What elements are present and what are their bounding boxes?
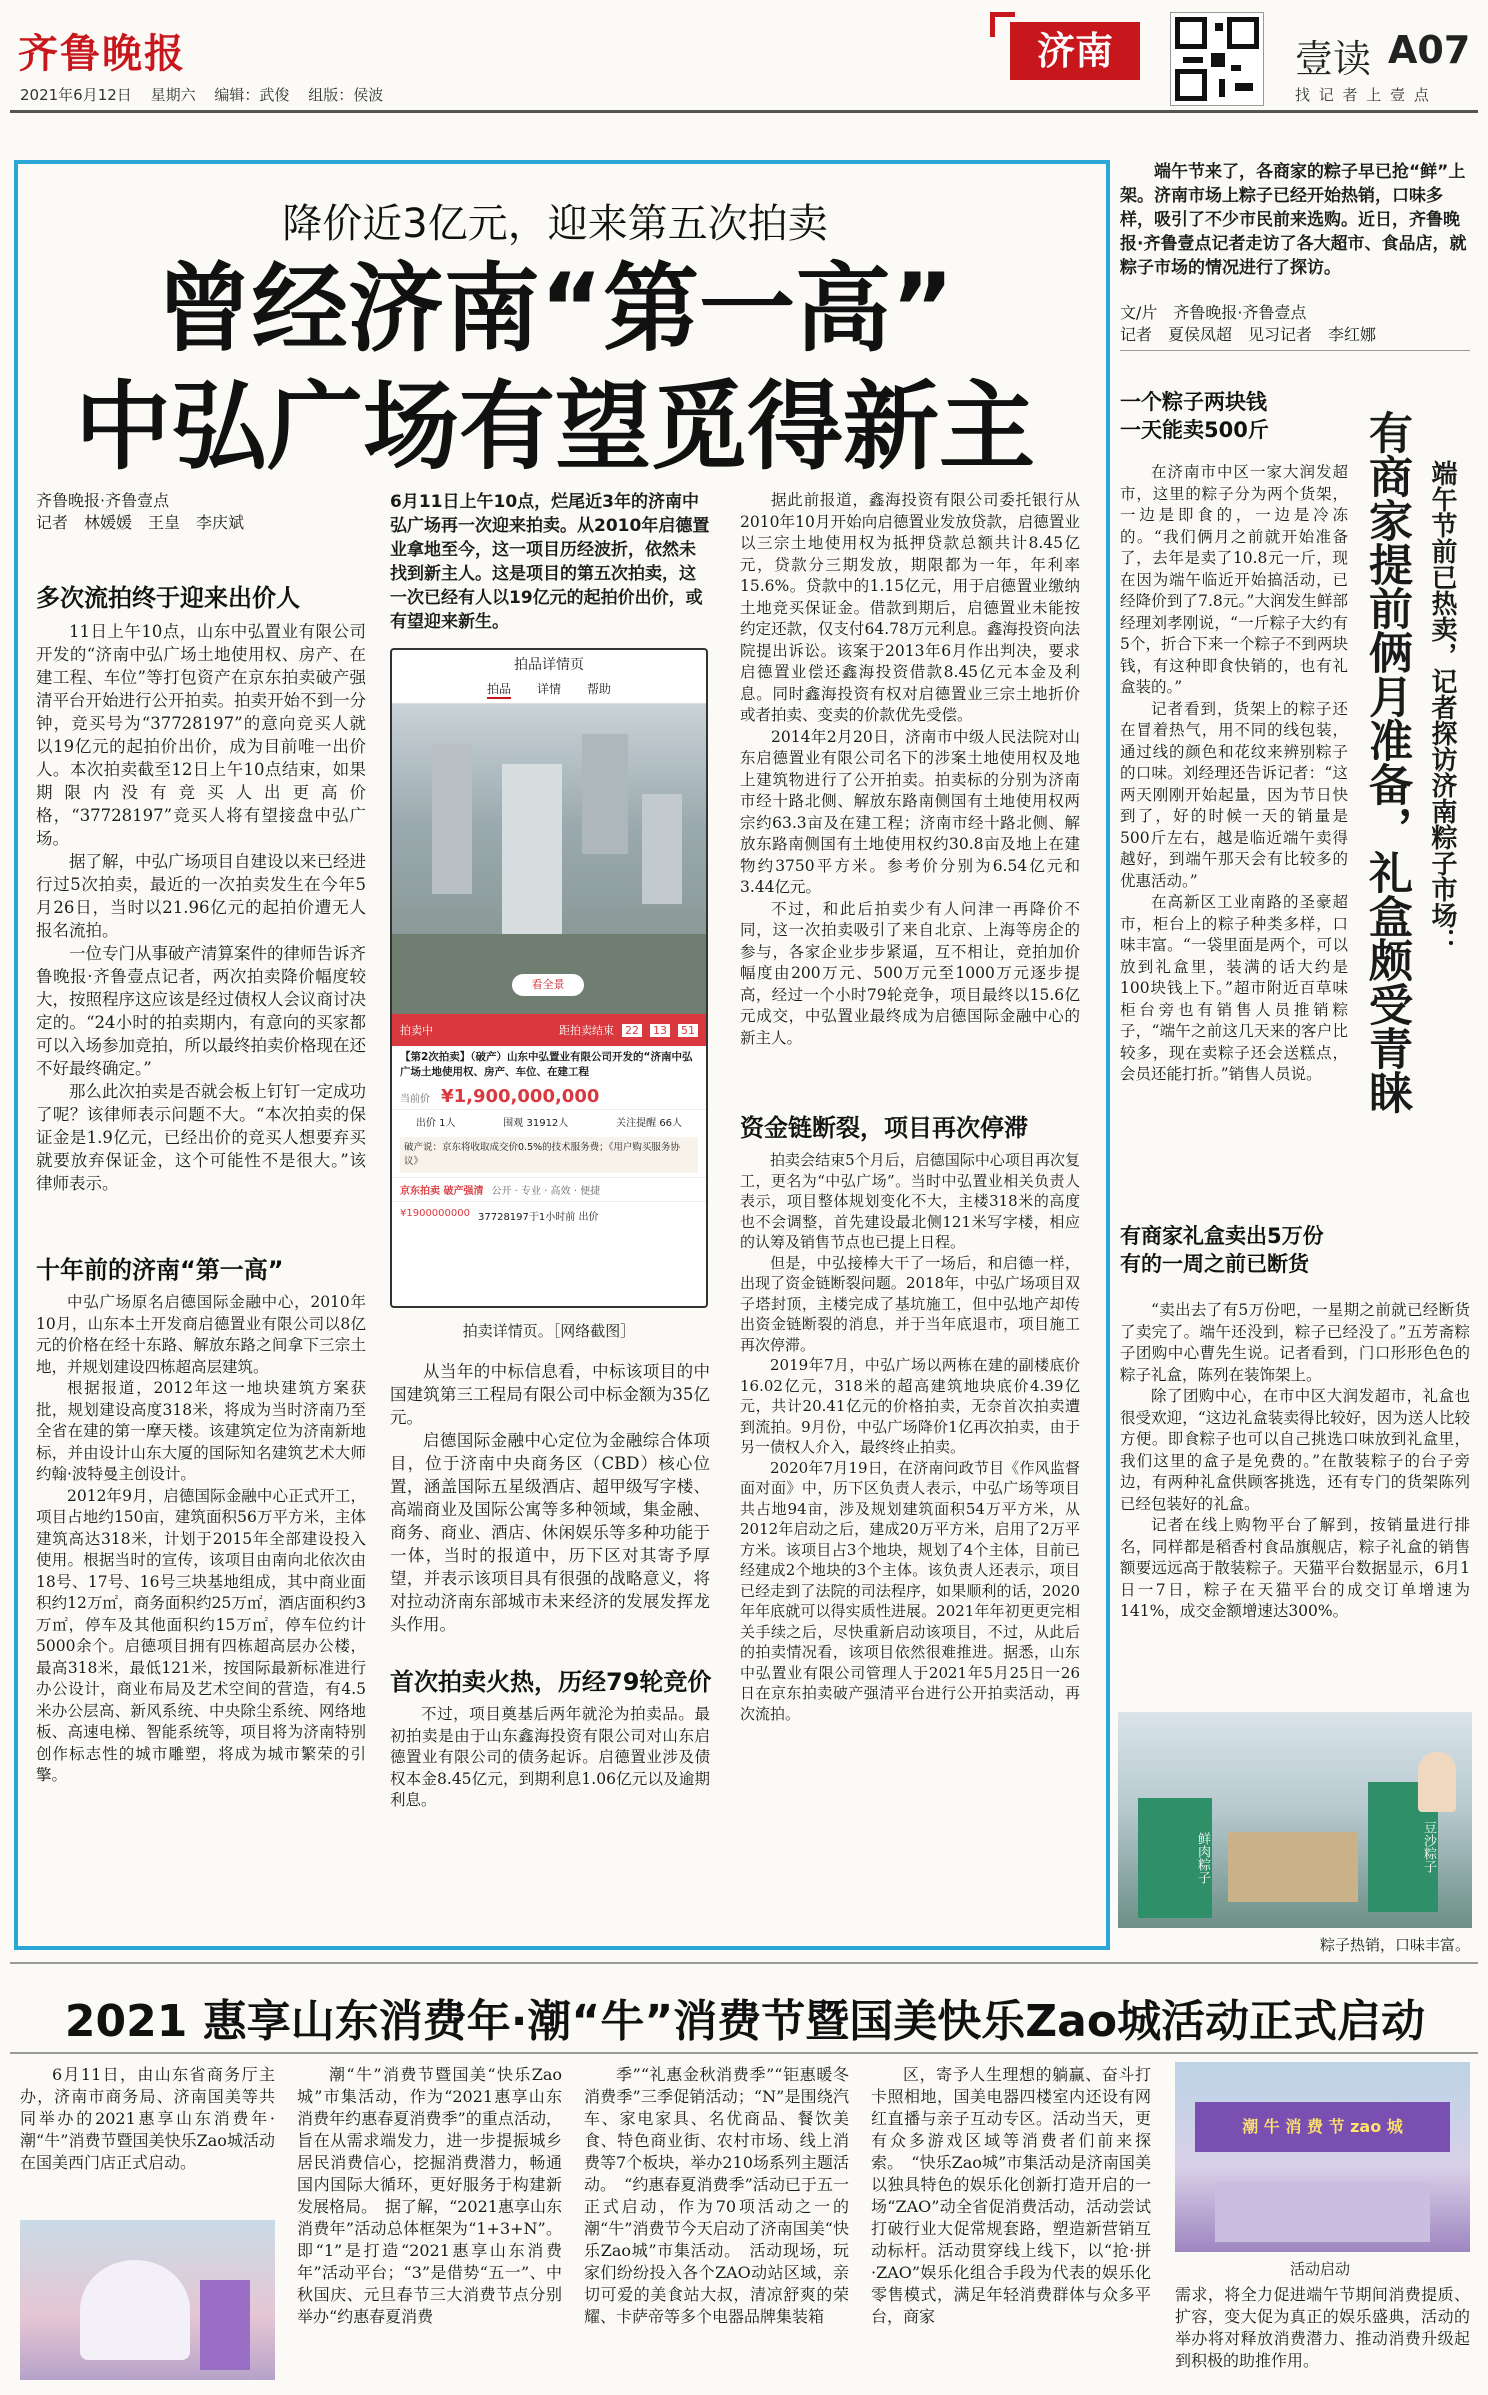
brand-tags: 公开 · 专业 · 高效 · 便捷 [491,1186,601,1197]
tab-detail[interactable]: 详情 [536,682,561,696]
bottom-divider [10,1962,1478,1964]
dateline [20,84,397,105]
stat-bids [416,1114,456,1129]
bottom-col-3 [584,2064,849,2328]
event-photo-right [1175,2062,1470,2252]
zongzi-photo [1118,1712,1472,1928]
page-number: A07 [1388,28,1471,72]
main-headline [0,250,1110,486]
issue-date: 2021年6月12日 [20,86,132,104]
paper-logo: 齐鲁晚报 [18,30,186,77]
paragraph: 根据报道，2012年这一地块建筑方案获批，规划建设高度318米，将成为当时济南乃至全省在建的第一摩天楼。该建筑定位为济南新地标，并由设计山东大厦的国际知名建筑艺术大师约翰·波特曼主创设计。 [36,1379,366,1483]
status-label: 拍卖中 [400,1024,433,1037]
main-kicker: 降价近3亿元，迎来第五次拍卖 [282,201,828,247]
current-price: ¥1,900,000,000 [441,1086,600,1107]
section-name: 壹读 [1295,37,1372,81]
paragraph: 6月11日，由山东省商务厅主办，济南市商务局、济南国美等共同举办的2021惠享山东消费年·潮“牛”消费节暨国美快乐Zao城活动在国美西门店正式启动。 [20,2065,275,2172]
aerial-photo [392,704,706,1014]
zongzi-intro: 端午节来了，各商家的粽子早已抢“鲜”上架。济南市场上粽子已经开始热销，口味多样，吸引了不少市民前来选购。近日，齐鲁晚报·齐鲁壹点记者走访了各大超市、食品店，就粽子市场的情况进行了探访。 [1120,162,1467,278]
service-notice: 破产说：京东将收取成交价0.5%的技术服务费；《用户购买服务协议》 [400,1137,698,1173]
paragraph: 在高新区工业南路的圣豪超市，柜台上的粽子种类多样，口味丰富。“一袋里面是两个，可以放到礼盒里，装满的话大约是100块钱上下。”超市附近百草味柜台旁也有销售人员推销粽子，“端午之前这几天来的客户比较多，现在卖粽子还会送糕点，会员还能打折。”销售人员说。 [1120,893,1348,1083]
zongzi-byline-reporters: 记者 夏侯凤超 见习记者 李红娜 [1120,325,1377,344]
section3-body-a [390,1704,710,1812]
paragraph: 不过，和此后拍卖少有人问津一再降价不同，这一次拍卖吸引了来自北京、上海等房企的参与，各家企业步步紧逼，互不相让，竞拍加价幅度由200万元、500万元至1000万元逐步提高，经过一个小时79轮竞争，项目最终以15.6亿元成交，中弘置业最终成为启德国际金融中心的新主人。 [740,899,1080,1047]
subhead-line: 有商家礼盒卖出5万份 [1120,1224,1324,1248]
stat-value: 31912人 [526,1118,569,1129]
tab-item[interactable]: 拍品 [487,680,511,699]
brand-row [392,1177,706,1201]
city-tab: 济南 [1010,22,1140,80]
zongzi-body-2 [1120,1300,1470,1623]
layout-credit: 组版：侯波 [308,86,384,104]
col2-body [390,1360,710,1636]
section1-body [36,620,366,1195]
event-photo-left [20,2220,275,2380]
auction-status-bar [392,1014,706,1046]
zongzi-photo-caption: 粽子热销，口味丰富。 [1320,1936,1471,1954]
paragraph: “卖出去了有5万份吧，一星期之前就已经断货了卖完了。端午还没到，粽子已经没了。”五芳斋粽子团购中心曹先生说。记者看到，门口形形色色的粽子礼盒，陈列在装饰架上。 [1120,1301,1470,1384]
countdown-hours: 22 [622,1024,642,1037]
subhead-line: 有的一周之前已断货 [1120,1252,1309,1276]
zongzi-byline-outlet: 文/片 齐鲁晚报·齐鲁壹点 [1120,303,1307,322]
bottom-col-2 [297,2064,562,2328]
item-title: 【第2次拍卖】（破产）山东中弘置业有限公司开发的“济南中弘广场土地使用权、房产、车位、在建工程 [400,1051,693,1078]
masthead-rule [10,110,1478,113]
paragraph: 不过，项目奠基后两年就沦为拍卖品。最初拍卖是由于山东鑫海投资有限公司对山东启德置业有限公司的债务起诉。启德置业涉及债权本金8.45亿元，到期利息1.06亿元以及逾期利息。 [390,1705,710,1809]
section2-body [36,1292,366,1787]
section4-body [740,1150,1080,1724]
byline-outlet: 齐鲁晚报·齐鲁壹点 [36,491,170,510]
paragraph: 2019年7月，中弘广场以两栋在建的副楼底价16.02亿元，318米的超高建筑地块底价4.39亿元，共计20.41亿元的价格拍卖，无奈首次拍卖遭到流拍。9月份，中弘广场降价1亿再次拍卖，由于另一债权人介入，最终终止拍卖。 [740,1356,1080,1456]
section-subtitle: 找 记 者 上 壹 点 [1295,86,1431,104]
auction-screenshot [390,648,708,1308]
zongzi-byline [1120,302,1470,346]
bottom-headline-rule [10,2052,1478,2054]
paragraph: 季”“礼惠金秋消费季”“钜惠暖冬消费季”三季促销活动；“N”是围绕汽车、家电家具、名优商品、餐饮美食、特色商业街、农村市场、线上消费等7个板块，举办210场系列主题活动。 “约惠春夏消费季”活动已于五一正式启动，作为70项活动之一的潮“牛”消费节今天启动了济南国美“快乐Zao城”市集活动。 活动现场，玩家们纷纷投入各个ZAO动站区域，亲切可爱的美食站大叔，清凉舒爽的荣耀、卡萨帝等多个电器品牌集装箱 [584,2065,849,2326]
paragraph: 据此前报道，鑫海投资有限公司委托银行从2010年10月开始向启德置业发放贷款，启德置业以三宗土地使用权为抵押贷款总额共计8.45亿元，贷款分三期发放，期限都为一年，年利率15.6%。贷款中的1.15亿元，用于启德置业缴纳土地竞买保证金。借款到期后，启德置业未能按约定还款，仅支付64.78万元利息。鑫海投资向法院提出诉讼。该案于2013年6月作出判决，要求启德置业偿还鑫海投资借款8.45亿元本金及利息。同时鑫海投资有权对启德置业三宗土地折价或者拍卖、变卖的价款优先受偿。 [740,491,1080,724]
paragraph: 除了团购中心，在市中区大润发超市，礼盒也很受欢迎，“这边礼盒装卖得比较好，因为送人比较方便。即食粽子也可以自己挑选口味放到礼盒里，我们这里的盒子是免费的。”在散装粽子的台子旁边，有两种礼盒供顾客挑选，还有专门的货架陈列已经包装好的礼盒。 [1120,1387,1470,1513]
jd-auction-logo: 京东拍卖 破产强清 [400,1186,484,1197]
paragraph: 11日上午10点，山东中弘置业有限公司开发的“济南中弘广场土地使用权、房产、在建工程、车位”等打包资产在京东拍卖破产强清平台开始进行公开拍卖。拍卖开始不到一分钟，竞买号为“37728197”的意向竞买人就以19亿元的起拍价出价，成为目前唯一出价人。本次拍卖截至12日上午10点结束，如果期限内没有竞买人出更高价格，“37728197”竞买人将有望接盘中弘广场。 [36,622,366,848]
photo-sign-left: 鲜肉粽子 [1138,1798,1212,1918]
headline-line-2: 中弘广场有望觅得新主 [75,371,1035,483]
zongzi-vertical-subtitle: 端午节前已热卖，记者探访济南粽子市场： [1427,460,1457,954]
section4-title: 资金链断裂，项目再次停滞 [740,1114,1028,1142]
price-row [392,1084,706,1109]
paragraph: 拍卖会结束5个月后，启德国际中心项目再次复工，更名为“中弘广场”。当时中弘置业相关负责人表示，项目整体规划变化不大，主楼318米的高度也不会调整，首先建设最北侧121米写字楼，相应的认筹及销售节点也已提上日程。 [740,1151,1080,1251]
subhead-line: 一天能卖500斤 [1120,418,1269,442]
phone-title: 拍品详情页 [514,657,584,673]
bottom-col-5 [1175,2284,1470,2372]
stat-views [503,1114,568,1129]
byline-reporters: 记者 林媛媛 王皇 李庆斌 [36,513,245,532]
paragraph: 潮“牛”消费节暨国美“快乐Zao城”市集活动，作为“2021惠享山东消费年约惠春夏消费季”的重点活动，旨在从需求端发力，进一步提振城乡居民消费信心，挖掘消费潜力，畅通国内国际大循环，更好服务于构建新发展格局。 据了解，“2021惠享山东消费年”活动总体框架为“1+3+N”。即“1”是打造“2021惠享山东消费年”活动平台；“3”是借势“五一”、中秋国庆、元旦春节三大消费节点分别举办“约惠春夏消费 [297,2065,562,2326]
event-arch: 潮 牛 消 费 节 zao 城 [1195,2102,1450,2152]
paragraph: 据了解，中弘广场项目自建设以来已经进行过5次拍卖，最近的一次拍卖发生在今年5月26日，当时以21.96亿元的起拍价遭无人报名流拍。 [36,852,366,940]
bid-price: ¥1900000000 [400,1208,470,1219]
qr-code-icon [1170,12,1264,106]
panorama-button[interactable]: 看全景 [512,974,584,996]
screenshot-caption: 拍卖详情页。［网络截图］ [462,1322,636,1340]
tab-help[interactable]: 帮助 [587,682,612,696]
countdown-seconds: 51 [678,1024,698,1037]
paragraph: 一位专门从事破产清算案件的律师告诉齐鲁晚报·齐鲁壹点记者，两次拍卖降价幅度较大，按照程序这应该是经过债权人会议商讨决定的。“24小时的拍卖期内，有意向的买家都可以入场参加竞拍，所以最终拍卖价格现在还不好最终确定。” [36,944,366,1078]
stat-value: 66人 [659,1118,683,1129]
paragraph: 启德国际金融中心定位为金融综合体项目，位于济南中央商务区（CBD）核心位置，涵盖国际五星级酒店、超甲级写字楼、高端商业及国际公寓等多种领域，集金融、商务、商业、酒店、休闲娱乐等多种功能于一体，当时的报道中，历下区对其寄予厚望，并表示该项目具有很强的战略意义，将对拉动济南东部城市未来经济的发展发挥龙头作用。 [390,1431,710,1634]
stat-label: 关注提醒 [616,1118,657,1129]
bottom-col-4 [871,2064,1151,2328]
paragraph: 但是，中弘接棒大干了一场后，和启德一样，出现了资金链断裂问题。2018年，中弘广场项目双子塔封顶，主楼完成了基坑施工，但中弘地产却传出资金链断裂的消息，并于当年底退市，项目施工再次停滞。 [740,1253,1080,1354]
zongzi-vertical-headline: 有商家提前俩月准备，礼盒颇受青睐 [1361,410,1412,1114]
paragraph: 记者看到，货架上的粽子还在冒着热气，用不同的线包装，通过线的颜色和花纹来辨别粽子的口味。刘经理还告诉记者：“这两天刚刚开始起量，因为节日快到了，好的时候一天的销量是500斤左右，越是临近端午卖得越好，到端午那天会有比较多的优惠活动。” [1120,699,1348,890]
headline-line-1: 曾经济南“第一高” [155,253,955,365]
zongzi-divider [1120,350,1470,351]
main-byline [36,490,366,534]
main-lead: 6月11日上午10点，烂尾近3年的济南中弘广场再一次迎来拍卖。从2010年启德置业拿地至今，这一项目历经波折，依然未找到新主人。这是项目的第五次拍卖，这一次已经有人以19亿元的起拍价出价，或有望迎来新生。 [390,492,710,632]
stat-label: 围观 [503,1118,524,1129]
zongzi-subhead-2 [1120,1222,1324,1278]
paragraph: 2020年7月19日，在济南问政节目《作风监督面对面》中，历下区负责人表示，中弘广场等项目共占地94亩，涉及规划建筑面积54万平方米，从2012年启动之后，建成20万平方米，启用了2万平方米。该项目占3个地块，规划了4个主体，目前已经建成2个地块的3个主体。该负责人还表示，项目已经走到了法院的司法程序，如果顺利的话，2020年年底就可以得实质性进展。2021年年初更更完相关手续之后，尽快重新启动该项目，不过，从此后的拍卖情况看，该项目依然很难推进。据悉，山东中弘置业有限公司管理人于2021年5月25日一26日在京东拍卖破产强清平台进行公开拍卖活动，再次流拍。 [740,1458,1080,1723]
bottom-headline: 2021 惠享山东消费年·潮“牛”消费节暨国美快乐Zao城活动正式启动 [64,1996,1426,2047]
paragraph: 2014年2月20日，济南市中级人民法院对山东启德置业有限公司名下的涉案土地使用权及地上建筑物进行了公开拍卖。拍卖标的分别为济南市经十路北侧、解放东路南侧国有土地使用权两宗约63.3亩及在建工程；济南市经十路北侧、解放东路南侧国有土地使用权约30.8亩及地上在建物约3750平方米。参考价分别为6.54亿元和3.44亿元。 [740,727,1080,896]
paragraph: 2012年9月，启德国际金融中心正式开工，项目占地约150亩，建筑面积56万平方米，主体建筑高达318米，计划于2015年全部建设投入使用。根据当时的宣传，该项目由南向北依次由18号、17号、16号三块基地组成，其中商业面积约12万㎡，商务面积约25万㎡，酒店面积约3万㎡，停车及其他面积约15万㎡，停车位约计5000余个。启德项目拥有四栋超高层办公楼，最高318米，最低121米，按国际最新标准进行办公设计，商业布局及艺术空间的营造，有4.5米办公层高、新风系统、中央除尘系统、网络地板、高速电梯、智能系统等，项目将为济南特别创作标志性的城市雕塑，将成为城市繁荣的引擎。 [36,1486,366,1784]
paragraph: 从当年的中标信息看，中标该项目的中国建筑第三工程局有限公司中标金额为35亿元。 [390,1362,710,1427]
zongzi-body-1 [1120,462,1348,1086]
paragraph: 需求，将全力促进端午节期间消费提质、扩容，变大促为真正的娱乐盛典，活动的举办将对释放消费潜力、推动消费升级起到积极的助推作用。 [1175,2285,1470,2370]
section1-title: 多次流拍终于迎来出价人 [36,584,300,612]
section3-body-b [740,490,1080,1049]
paragraph: 在济南市中区一家大润发超市，这里的粽子分为两个货架，一边是即食的，一边是冷冻的。“我们俩月之前就开始准备了，去年是卖了10.8元一斤，现在因为端午临近开始搞活动，已经降价到了7.8元。”大润发生鲜部经理刘孝刚说，“一斤粽子大约有5个，折合下来一个粽子不到两块钱，有这种即食快销的，也有礼盒装的。” [1120,463,1348,696]
event-photo-caption: 活动启动 [1290,2260,1351,2278]
paragraph: 那么此次拍卖是否就会板上钉钉一定成功了呢？该律师表示问题不大。“本次拍卖的保证金是1.9亿元，已经出价的竞买人想要弃买就要放弃保证金，这个可能性不是很大。”该律师表示。 [36,1082,366,1193]
paragraph: 区，寄予人生理想的躺赢、奋斗打卡照相地，国美电器四楼室内还设有网红直播与亲子互动专区。活动当天，更有众多游戏区域等消费者们前来探索。 “快乐Zao城”市集活动是济南国美以独具特色的娱乐化创新打造开启的一场“ZAO”动全省促消费活动，活动尝试打破行业大促常规套路，塑造新营销互动标杆。活动贯穿线上线下，以“抢·拼·ZAO”娱乐化组合手段为代表的娱乐化零售模式，满足年轻消费群体与众多平台，商家 [871,2065,1151,2326]
stat-value: 1人 [439,1118,456,1129]
editor-credit: 编辑：武俊 [214,86,290,104]
bottom-col-1 [20,2064,275,2174]
bid-record-row [392,1201,706,1229]
issue-weekday: 星期六 [150,86,196,104]
phone-tabs [392,680,706,704]
price-label: 当前价 [400,1094,430,1105]
stats-row [392,1109,706,1133]
paragraph: 中弘广场原名启德国际金融中心，2010年10月，山东本土开发商启德置业有限公司以8亿元的价格在经十东路、解放东路之间拿下三宗土地，并规划建设四栋超高层建筑。 [36,1293,366,1376]
section3-title: 首次拍卖火热，历经79轮竞价 [390,1668,712,1696]
paragraph: 记者在线上购物平台了解到，按销量进行排名，同样都是稻香村食品旗舰店，粽子礼盒的销售额要远远高于散装粽子。天猫平台数据显示，6月1日一7日，粽子在天猫平台的成交订单增速为141%，成交金额增速达300%。 [1120,1516,1470,1620]
countdown-minutes: 13 [650,1024,670,1037]
section2-title: 十年前的济南“第一高” [36,1256,284,1284]
stat-follows [616,1114,682,1129]
zongzi-subhead-1 [1120,388,1269,444]
bid-user: 37728197于1小时前 出价 [478,1212,599,1223]
stat-label: 出价 [415,1118,436,1129]
countdown-label: 距拍卖结束 [559,1024,614,1037]
subhead-line: 一个粽子两块钱 [1120,390,1267,414]
photo-sign-right: 豆沙粽子 [1368,1782,1438,1912]
